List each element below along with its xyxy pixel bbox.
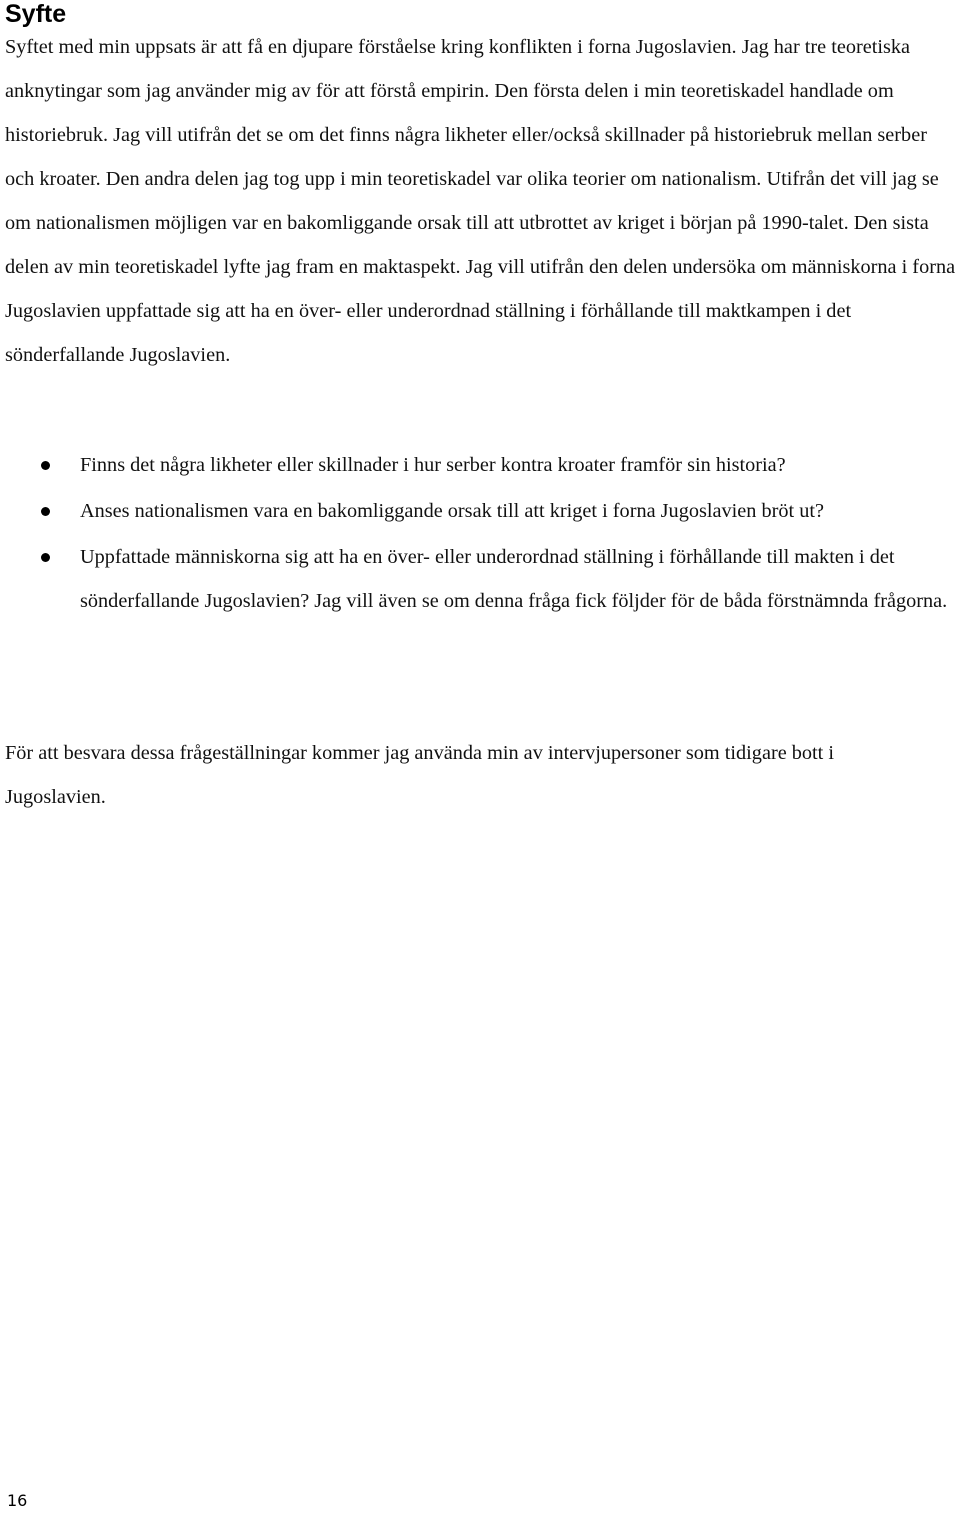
bullet-icon <box>41 553 50 562</box>
list-item <box>0 443 960 487</box>
question-text: Finns det några likheter eller skillnader i hur serber kontra kroater framför sin historia? <box>80 454 786 476</box>
bullet-icon <box>41 461 50 470</box>
question-text: Anses nationalismen vara en bakomliggande orsak till att kriget i forna Jugoslavien bröt ut? <box>80 500 825 522</box>
page-number: 16 <box>7 1491 28 1510</box>
list-item <box>0 489 960 533</box>
intro-paragraph: Syftet med min uppsats är att få en djupare förståelse kring konflikten i forna Jugoslavien. Jag har tre teoretiska anknytingar som jag använder mig av för att förstå empirin. Den första delen i min teoretiskadel handlade om historiebruk. Jag vill utifrån det se om det finns några likheter eller/också skillnader på historiebruk mellan serber och kroater. Den andra delen jag tog upp i min teoretiskadel var olika teorier om nationalism. Utifrån det vill jag se om nationalismen möjligen var en bakomliggande orsak till att utbrottet av kriget i början på 1990-talet. Den sista delen av min teoretiskadel lyfte jag fram en maktaspekt. Jag vill utifrån den delen undersöka om människorna i forna Jugoslavien uppfattade sig att ha en över- eller underordnad ställning i förhållande till maktkampen i det sönderfallande Jugoslavien. <box>5 36 956 366</box>
list-item <box>0 535 960 623</box>
closing-paragraph: För att besvara dessa frågeställningar kommer jag använda min av intervjupersoner som tidigare bott i Jugoslavien. <box>5 742 835 808</box>
section-heading: Syfte <box>5 0 67 28</box>
question-text: Uppfattade människorna sig att ha en över- eller underordnad ställning i förhållande till makten i det sönderfallande Jugoslavien? Jag vill även se om denna fråga fick följder för de båda förstnämnda frågorna. <box>80 546 948 612</box>
bullet-icon <box>41 507 50 516</box>
research-questions-list <box>0 443 960 625</box>
